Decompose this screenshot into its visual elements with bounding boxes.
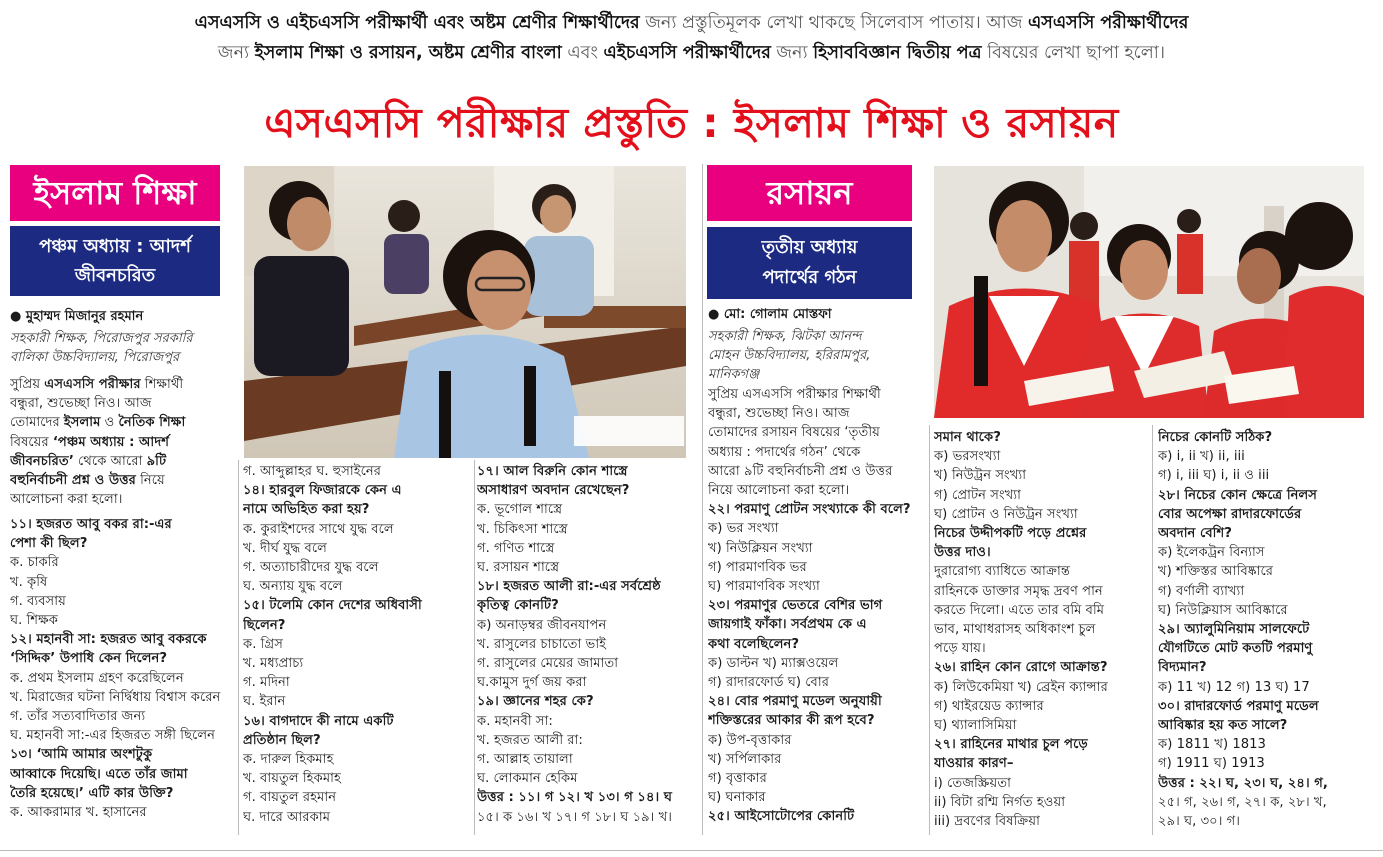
- option-line: ক) ভরসংখ্যা: [934, 449, 1001, 465]
- option-line: ক. দারুল হিকমাহ: [243, 752, 334, 768]
- question-line: ২৪। বোর পরমাণু মডেল অনুযায়ী: [708, 694, 882, 710]
- option-line: ক) ভর সংখ্যা: [708, 521, 779, 537]
- chemistry-author-name: ● মো: গোলাম মোস্তফা: [708, 307, 832, 322]
- question-line: শক্তিস্তরের আকার কী রূপ হবে?: [708, 713, 875, 729]
- text-run: ইসলাম: [63, 415, 101, 431]
- option-line: i) তেজস্ক্রিয়তা: [934, 775, 1011, 791]
- chemistry-column-3: [1158, 428, 1370, 831]
- question-line: উত্তর দাও।: [934, 545, 991, 561]
- text-run: এইচএসসি পরীক্ষার্থীদের: [603, 43, 771, 63]
- text-run: বন্ধুরা, শুভেচ্ছা নিও। আজ: [10, 396, 152, 412]
- option-line: ঘ. মহানবী সা:-এর হিজরত সঙ্গী ছিলেন: [10, 728, 216, 744]
- option-line: গ) থাইরয়েড ক্যান্সার: [934, 698, 1044, 714]
- option-line: খ) নিউক্লিয়ন সংখ্যা: [708, 540, 813, 556]
- text-run: ৯টি: [146, 453, 167, 469]
- islam-column-1: [10, 515, 238, 822]
- option-line: ২৯। ঘ, ৩০। গ।: [1158, 814, 1240, 830]
- text-run: বহুনির্বাচনী প্রশ্ন ও উত্তর: [10, 473, 136, 489]
- students-reading-photo-illustration: [934, 166, 1364, 418]
- option-line: গ. মদিনা: [243, 675, 290, 691]
- option-line: ঘ) ঘনাকার: [708, 790, 766, 806]
- option-line: ক. প্রথম ইসলাম গ্রহণ করেছিলেন: [10, 670, 184, 686]
- column-divider: [474, 460, 475, 835]
- option-line: iii) দ্রবণের বিষক্রিয়া: [934, 814, 1040, 830]
- option-line: ঘ) প্রোটন ও নিউট্রন সংখ্যা: [934, 506, 1078, 522]
- option-line: ঘ) নিউক্লিয়াস আবিষ্কারে: [1158, 602, 1288, 618]
- option-line: খ) সর্পিলাকার: [708, 751, 782, 767]
- question-line: যাওয়ার কারণ–: [934, 756, 1014, 772]
- column-divider: [1152, 425, 1153, 835]
- option-line: খ. হজরত আলী রা:: [477, 732, 583, 748]
- option-line: গ) i, iii ঘ) i, ii ও iii: [1158, 468, 1270, 484]
- option-line: গ. তাঁর সত্যবাদিতার জন্য: [10, 709, 146, 725]
- question-line: ১৮। হজরত আলী রা:-এর সর্বশ্রেষ্ঠ: [477, 579, 661, 595]
- question-line: পেশা কী ছিল?: [10, 536, 88, 552]
- intro-line-2: [60, 40, 1323, 66]
- question-line: উত্তর : ২২। ঘ, ২৩। ঘ, ২৪। গ,: [1158, 775, 1328, 791]
- islam-intro-paragraph: [10, 375, 232, 509]
- islam-intro-line: [10, 490, 232, 509]
- option-line: খ. দীর্ঘ যুদ্ধ বলে: [243, 540, 328, 556]
- option-line: ঘ. রসায়ন শাস্ত্রে: [477, 560, 560, 576]
- option-line: ঘ. দারে আরকাম: [243, 809, 331, 825]
- option-line: করতে দিলো। এতে তার বমি বমি: [934, 602, 1105, 618]
- option-line: দুরারোগ্য ব্যাধিতে আক্রান্ত: [934, 564, 1070, 580]
- text-run: এবং: [561, 43, 604, 63]
- chemistry-author-designation-1: সহকারী শিক্ষক, ঝিটকা আনন্দ: [708, 329, 862, 344]
- option-line: খ) শক্তিস্তর আবিষ্কারে: [1158, 564, 1273, 580]
- question-line: ১৬। বাগদাদে কী নামে একটি: [243, 713, 394, 729]
- text-run: এসএসসি ও এইচএসসি পরীক্ষার্থী এবং অষ্টম শ্রেণীর শিক্ষার্থীদের: [194, 13, 640, 33]
- question-line: ১৩। ‘আমি আমার অংশটুকু: [10, 747, 153, 763]
- question-line: ‘সিদ্দিক’ উপাধি কেন দিলেন?: [10, 651, 168, 667]
- question-line: ১২। মহানবী সা: হজরত আবু বকরকে: [10, 632, 207, 648]
- text-run: নিয়ে: [135, 473, 165, 489]
- text-run: হিসাববিজ্ঞান দ্বিতীয় পত্র: [813, 43, 982, 63]
- question-line: কৃতিত্ব কোনটি?: [477, 598, 559, 614]
- text-run: নৈতিক শিক্ষা: [118, 415, 186, 431]
- text-run: তোমাদের: [10, 415, 64, 431]
- question-line: তৈরি হয়েছে।’ এটি কার উক্তি?: [10, 785, 174, 801]
- exam-hall-photo-illustration: [244, 166, 686, 458]
- islam-chapter-line-1: পঞ্চম অধ্যায় : আদর্শ: [39, 236, 191, 257]
- question-line: জায়গাই ফাঁকা। সর্বপ্রথম কে এ: [708, 617, 867, 633]
- option-line: গ) পারমাণবিক ভর: [708, 559, 807, 575]
- islam-author-designation-2: বালিকা উচ্চবিদ্যালয়, পিরোজপুর: [10, 350, 180, 365]
- text-run: জীবনচরিত’: [10, 453, 74, 469]
- option-line: ক) i, ii খ) ii, iii: [1158, 449, 1245, 465]
- option-line: গ) প্রোটন সংখ্যা: [934, 487, 1021, 503]
- option-line: ক) লিউকেমিয়া খ) ব্রেইন ক্যান্সার: [934, 679, 1108, 695]
- option-line: তোমাদের রসায়ন বিষয়ের ‘তৃতীয়: [708, 425, 880, 441]
- question-line: ২৭। রাহিনের মাথার চুল পড়ে: [934, 737, 1088, 753]
- text-run: বিষয়ের: [10, 434, 53, 450]
- option-line: ঘ. ইরান: [243, 694, 286, 710]
- option-line: ঘ. লোকমান হেকিম: [477, 771, 578, 787]
- question-line: ১৯। জ্ঞানের শহর কে?: [477, 694, 594, 710]
- text-run: জন্য: [770, 43, 814, 63]
- question-line: বোর অপেক্ষা রাদারফোর্ডের: [1158, 506, 1302, 522]
- text-run: এসএসসি পরীক্ষার: [44, 377, 141, 392]
- islam-intro-line: [10, 375, 232, 394]
- question-line: বিদ্যমান?: [1158, 660, 1207, 676]
- option-line: গ. অত্যাচারীদের যুদ্ধ বলে: [243, 560, 379, 576]
- option-line: ক. গ্রিস: [243, 636, 283, 652]
- chemistry-author-designation-2: মোহন উচ্চবিদ্যালয়, হরিরামপুর,: [708, 348, 871, 363]
- chemistry-author-block: [708, 305, 923, 384]
- option-line: ক. কুরাইশদের সাথে যুদ্ধ বলে: [243, 521, 394, 537]
- question-line: অসাধারণ অবদান রেখেছেন?: [477, 483, 630, 499]
- option-line: গ) রাদারফোর্ড ঘ) বোর: [708, 675, 829, 691]
- text-run: সুপ্রিয়: [10, 377, 45, 392]
- option-line: ক. চাকরি: [10, 555, 59, 571]
- question-line: প্রতিষ্ঠান ছিল?: [243, 732, 321, 748]
- islam-intro-line: [10, 394, 232, 413]
- option-line: খ) নিউট্রন সংখ্যা: [934, 468, 1027, 484]
- question-line: নিচের কোনটি সঠিক?: [1158, 430, 1273, 445]
- option-line: আরো ৯টি বহুনির্বাচনী প্রশ্ন ও উত্তর: [708, 463, 893, 479]
- option-line: গ. গণিত শাস্ত্রে: [477, 540, 555, 556]
- option-line: ২৫। গ, ২৬। গ, ২৭। ক, ২৮। খ,: [1158, 794, 1327, 810]
- column-divider: [238, 460, 239, 835]
- islam-intro-line: [10, 433, 232, 452]
- text-run: ইসলাম শিক্ষা ও রসায়ন, অষ্টম শ্রেণীর বাংলা: [254, 43, 562, 63]
- question-line: ২২। পরমাণু প্রোটন সংখ্যাকে কী বলে?: [708, 502, 911, 518]
- islam-column-3: [477, 462, 699, 827]
- option-line: ক) 11 খ) 12 গ) 13 ঘ) 17: [1158, 679, 1310, 695]
- islam-author-name: ● মুহাম্মদ মিজানুর রহমান: [10, 309, 144, 324]
- chemistry-chapter-label: [707, 227, 912, 299]
- option-line: ঘ) পারমাণবিক সংখ্যা: [708, 579, 820, 595]
- option-line: রাহিনকে ডাক্তার সমৃদ্ধ দ্রবণ পান: [934, 583, 1103, 599]
- option-line: ক) উপ-বৃত্তাকার: [708, 732, 792, 748]
- question-line: ২৩। পরমাণুর ভেতরে বেশির ভাগ: [708, 598, 883, 614]
- chemistry-subject-label: রসায়ন: [707, 165, 912, 221]
- text-run: ‘পঞ্চম অধ্যায় : আদর্শ: [52, 434, 170, 450]
- option-line: সুপ্রিয় এসএসসি পরীক্ষার শিক্ষার্থী: [708, 387, 881, 402]
- option-line: খ. মধ্যপ্রাচ্য: [243, 656, 304, 672]
- islam-chapter-line-2: জীবনচরিত: [74, 265, 156, 286]
- question-line: ছিলেন?: [243, 617, 286, 633]
- intro-line-1: [60, 10, 1323, 36]
- islam-subject-label: ইসলাম শিক্ষা: [10, 165, 220, 221]
- islam-author-designation-1: সহকারী শিক্ষক, পিরোজপুর সরকারি: [10, 331, 193, 346]
- islam-intro-line: [10, 413, 232, 432]
- text-run: আলোচনা করা হলো।: [10, 492, 123, 508]
- option-line: গ. আল্লাহ তায়ালা: [477, 752, 573, 768]
- bottom-rule: [0, 850, 1383, 851]
- chemistry-chapter-line-2: পদার্থের গঠন: [762, 267, 857, 288]
- islam-column-2: [243, 462, 471, 827]
- option-line: খ. বায়তুল হিকমাহ: [243, 771, 341, 787]
- option-line: গ. রাসুলের মেয়ের জামাতা: [477, 656, 619, 672]
- question-line: ২৮। নিচের কোন ক্ষেত্রে নিলস: [1158, 487, 1318, 503]
- option-line: ক) ইলেকট্রন বিন্যাস: [1158, 545, 1265, 561]
- question-line: সমান থাকে?: [934, 430, 1001, 445]
- option-line: গ) 1911 ঘ) 1913: [1158, 756, 1265, 772]
- question-line: ৩০। রাদারফোর্ড পরমাণু মডেল: [1158, 698, 1319, 714]
- option-line: ঘ. অন্যায় যুদ্ধ বলে: [243, 579, 343, 595]
- islam-intro-line: [10, 452, 232, 471]
- option-line: বন্ধুরা, শুভেচ্ছা নিও। আজ: [708, 406, 850, 422]
- option-line: গ. আব্দুল্লাহর ঘ. হুসাইনের: [243, 464, 382, 479]
- text-run: জন্য: [217, 43, 255, 63]
- page-headline: এসএসসি পরীক্ষার প্রস্তুতি : ইসলাম শিক্ষা ও রসায়ন: [264, 99, 1119, 147]
- section-divider: [702, 164, 703, 835]
- question-line: নামে অভিহিত করা হয়?: [243, 502, 370, 518]
- option-line: খ. চিকিৎসা শাস্ত্রে: [477, 521, 568, 537]
- islam-intro-line: [10, 471, 232, 490]
- question-line: ১৭। আল বিরুনি কোন শাস্ত্রে: [477, 464, 628, 479]
- option-line: খ. মিরাজের ঘটনা নির্দ্বিধায় বিশ্বাস করেন: [10, 689, 221, 705]
- option-line: খ. রাসুলের চাচাতো ভাই: [477, 636, 607, 652]
- option-line: গ) বৃত্তাকার: [708, 771, 767, 787]
- option-line: ১৫। ক ১৬। খ ১৭। গ ১৮। ঘ ১৯। খ।: [477, 809, 672, 825]
- option-line: ক. মহানবী সা:: [477, 713, 553, 729]
- option-line: ক) অনাড়ম্বর জীবনযাপন: [477, 617, 607, 633]
- question-line: উত্তর : ১১। গ ১২। খ ১৩। গ ১৪। ঘ: [477, 790, 673, 806]
- option-line: ক) 1811 খ) 1813: [1158, 737, 1266, 753]
- question-line: ২৬। রাহিন কোন রোগে আক্রান্ত?: [934, 660, 1108, 676]
- question-line: যৌগটিতে মোট কতটি পরমাণু: [1158, 641, 1313, 657]
- question-line: আব্বাকে দিয়েছি। এতে তাঁর জামা: [10, 766, 188, 782]
- students-reading-photo: [934, 166, 1364, 418]
- option-line: ক. আকরামার খ. হাসানের: [10, 805, 147, 821]
- question-line: আবিষ্কার হয় কত সালে?: [1158, 718, 1288, 734]
- text-run: বিষয়ের লেখা ছাপা হলো।: [981, 43, 1166, 63]
- question-line: ১১। হজরত আবু বকর রা:-এর: [10, 517, 172, 532]
- text-run: থেকে আরো: [73, 453, 147, 469]
- option-line: ক. ভূগোল শাস্ত্রে: [477, 502, 563, 518]
- option-line: গ. বায়তুল রহমান: [243, 790, 337, 806]
- option-line: গ. ব্যবসায়: [10, 593, 66, 609]
- text-run: ও: [100, 415, 119, 431]
- option-line: ঘ. শিক্ষক: [10, 613, 59, 629]
- chemistry-column-2: [934, 428, 1150, 831]
- text-run: এসএসসি পরীক্ষার্থীদের: [1027, 13, 1189, 33]
- option-line: ঘ) থ্যালাসিমিয়া: [934, 718, 1017, 734]
- text-run: শিক্ষার্থী: [140, 377, 184, 392]
- chemistry-column-1: [708, 385, 926, 827]
- question-line: ১৫। টলেমি কোন দেশের অধিবাসী: [243, 598, 422, 614]
- question-line: ২৫। আইসোটোপের কোনটি: [708, 809, 855, 825]
- option-line: অধ্যায় : পদার্থের গঠন’ থেকে: [708, 444, 861, 460]
- option-line: ঘ.কামুস দুর্গ জয় করা: [477, 675, 587, 691]
- chemistry-author-designation-3: মানিকগঞ্জ: [708, 367, 760, 382]
- question-line: ২৯। অ্যালুমিনিয়াম সালফেটে: [1158, 622, 1310, 638]
- question-line: ১৪। হারবুল ফিজারকে কেন এ: [243, 483, 402, 499]
- question-line: নিচের উদ্দীপকটি পড়ে প্রশ্নের: [934, 526, 1087, 542]
- option-line: পড়ে যায়।: [934, 641, 986, 657]
- islam-author-block: [10, 307, 232, 367]
- option-line: ভাব, মাথাধরাসহ অধিকাংশ চুল: [934, 622, 1096, 638]
- question-line: অবদান বেশি?: [1158, 526, 1232, 542]
- option-line: ক) ডাল্টন খ) ম্যাক্সওয়েল: [708, 655, 839, 671]
- option-line: ii) বিটা রশ্মি নির্গত হওয়া: [934, 794, 1066, 810]
- option-line: খ. কৃষি: [10, 574, 48, 590]
- column-divider: [929, 425, 930, 835]
- option-line: গ) বর্ণালী ব্যাখ্যা: [1158, 583, 1245, 599]
- question-line: কথা বলেছিলেন?: [708, 636, 800, 652]
- chemistry-chapter-line-1: তৃতীয় অধ্যায়: [761, 237, 858, 258]
- text-run: জন্য প্রস্তুতিমূলক লেখা থাকছে সিলেবাস পাতায়। আজ: [639, 13, 1028, 33]
- exam-hall-photo: [244, 166, 686, 458]
- option-line: নিয়ে আলোচনা করা হলো।: [708, 483, 850, 499]
- islam-chapter-label: [10, 226, 220, 296]
